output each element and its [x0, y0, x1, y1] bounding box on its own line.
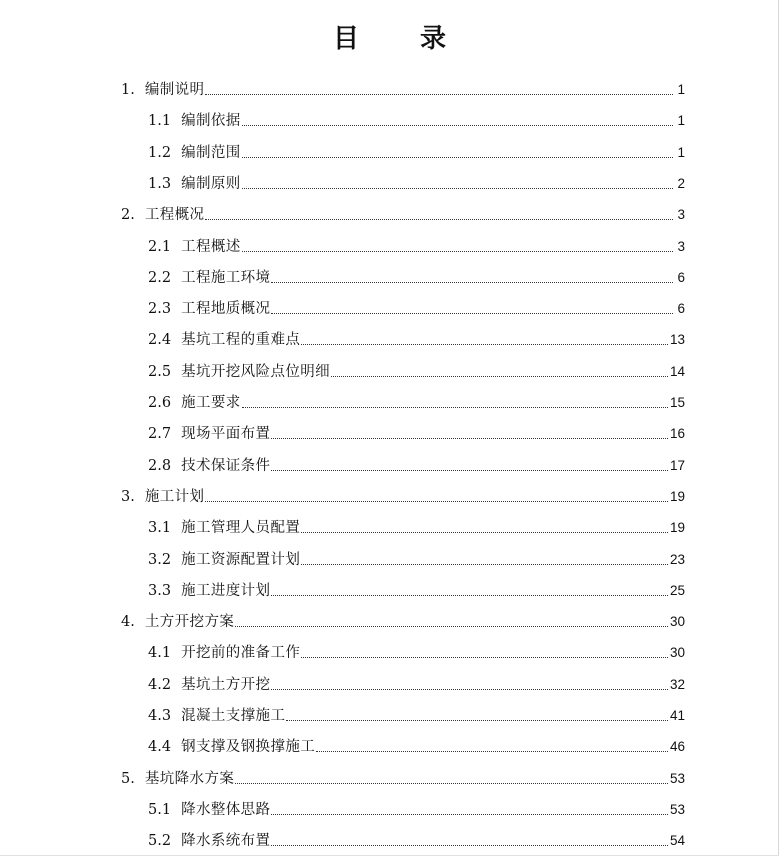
- toc-dot-leader: [331, 375, 668, 377]
- toc-entry-title: 技术保证条件: [181, 457, 271, 474]
- toc-dot-leader: [205, 218, 673, 220]
- toc-dot-leader: [316, 750, 668, 752]
- toc-entry-number: 3.3: [148, 582, 172, 599]
- toc-entry-title: 工程概述: [181, 238, 241, 255]
- toc-dot-leader: [301, 343, 668, 345]
- toc-dot-leader: [242, 187, 673, 189]
- toc-entry[interactable]: [148, 550, 685, 570]
- toc-dot-leader: [271, 813, 668, 815]
- toc-entry-page-number: 23: [669, 551, 685, 567]
- toc-dot-leader: [271, 469, 668, 471]
- toc-entry[interactable]: [148, 518, 685, 538]
- toc-entry-title: 现场平面布置: [181, 426, 271, 443]
- toc-entry-title: 开挖前的准备工作: [181, 645, 301, 662]
- toc-entry-number: 3.2: [148, 551, 172, 568]
- toc-entry[interactable]: [148, 268, 685, 288]
- toc-entry[interactable]: [148, 299, 685, 319]
- toc-entry-number: 5.: [121, 770, 135, 787]
- toc-entry[interactable]: [148, 737, 685, 757]
- toc-dot-leader: [235, 782, 668, 784]
- toc-entry-page-number: 6: [677, 269, 685, 285]
- toc-entry-title: 混凝土支撑施工: [181, 708, 286, 724]
- toc-entry[interactable]: [148, 111, 685, 131]
- toc-dot-leader: [271, 312, 673, 314]
- toc-entry-number: 4.1: [148, 645, 172, 662]
- toc-entry-title: 施工要求: [181, 395, 241, 411]
- toc-entry-title: 土方开挖方案: [144, 614, 235, 631]
- toc-entry-title: 基坑土方开挖: [181, 676, 271, 693]
- toc-entry-number: 2.5: [148, 363, 172, 380]
- toc-entry[interactable]: [121, 80, 685, 100]
- toc-entry[interactable]: [148, 174, 685, 194]
- toc-entry[interactable]: [148, 362, 685, 382]
- toc-entry-page-number: 3: [677, 238, 685, 254]
- toc-entry[interactable]: [148, 393, 685, 413]
- toc-entry-title: 基坑开挖风险点位明细: [181, 363, 331, 380]
- toc-entry-page-number: 1: [677, 82, 685, 97]
- toc-entry-number: 1.3: [148, 175, 172, 192]
- toc-entry-page-number: 53: [669, 801, 685, 817]
- toc-dot-leader: [242, 250, 673, 252]
- toc-entry-page-number: 30: [669, 614, 685, 630]
- toc-entry-title: 施工计划: [144, 488, 205, 505]
- toc-dot-leader: [205, 500, 668, 502]
- toc-entry-number: 2.7: [148, 426, 172, 443]
- toc-entry-number: 2.4: [148, 332, 172, 349]
- toc-entry-title: 施工资源配置计划: [181, 551, 301, 568]
- toc-entry-number: 1.: [121, 82, 135, 98]
- toc-entry-number: 2.2: [148, 269, 172, 286]
- toc-dot-leader: [301, 563, 668, 565]
- toc-entry[interactable]: [148, 330, 685, 350]
- toc-entry-title: 编制说明: [144, 82, 205, 98]
- toc-entry-title: 工程地质概况: [181, 301, 271, 318]
- toc-dot-leader: [205, 93, 673, 95]
- toc-dot-leader: [271, 281, 673, 283]
- toc-entry[interactable]: [121, 612, 685, 632]
- toc-entry-page-number: 16: [669, 426, 685, 442]
- toc-entry[interactable]: [148, 831, 685, 851]
- toc-entry-page-number: 30: [669, 645, 685, 661]
- toc-entry-number: 3.: [121, 488, 135, 505]
- toc-dot-leader: [242, 124, 673, 126]
- toc-entry[interactable]: [121, 205, 685, 225]
- toc-entry-number: 4.2: [148, 676, 172, 693]
- toc-entry-page-number: 3: [677, 207, 685, 223]
- toc-entry-title: 编制范围: [181, 144, 241, 161]
- toc-entry[interactable]: [148, 800, 685, 820]
- toc-entry[interactable]: [148, 143, 685, 163]
- toc-dot-leader: [301, 656, 668, 658]
- toc-entry-page-number: 17: [669, 457, 685, 473]
- toc-entry-number: 4.4: [148, 739, 172, 756]
- toc-entry-title: 编制依据: [181, 113, 241, 130]
- toc-entry[interactable]: [121, 487, 685, 507]
- toc-entry-number: 3.1: [148, 520, 172, 537]
- toc-dot-leader: [271, 594, 668, 596]
- toc-entry-page-number: 46: [669, 739, 685, 755]
- toc-entry-title: 基坑降水方案: [144, 770, 235, 787]
- toc-entry-page-number: 1: [677, 144, 685, 160]
- toc-entry[interactable]: [148, 675, 685, 695]
- toc-entry[interactable]: [148, 581, 685, 601]
- toc-entry-number: 1.2: [148, 144, 172, 161]
- toc-dot-leader: [235, 625, 668, 627]
- toc-entry[interactable]: [148, 237, 685, 257]
- toc-entry-page-number: 2: [677, 175, 685, 191]
- toc-entry-title: 施工管理人员配置: [181, 520, 301, 537]
- toc-entry-title: 工程概况: [144, 207, 205, 224]
- toc-entry-title: 基坑工程的重难点: [181, 332, 301, 349]
- toc-dot-leader: [242, 406, 668, 408]
- toc-entry[interactable]: [148, 643, 685, 663]
- toc-entry[interactable]: [148, 424, 685, 444]
- toc-entry-page-number: 53: [669, 770, 685, 786]
- toc-dot-leader: [301, 531, 668, 533]
- toc-entry-title: 降水系统布置: [181, 833, 271, 850]
- toc-entry-title: 降水整体思路: [181, 801, 271, 818]
- toc-entry[interactable]: [148, 456, 685, 476]
- toc-entry-title: 工程施工环境: [181, 269, 271, 286]
- toc-entry-number: 4.: [121, 614, 135, 631]
- toc-entry-page-number: 6: [677, 301, 685, 317]
- toc-entry-number: 2.1: [148, 238, 172, 255]
- toc-entry-number: 5.2: [148, 833, 172, 850]
- toc-entry-page-number: 32: [669, 676, 685, 692]
- toc-entry-page-number: 54: [669, 833, 685, 849]
- toc-entry-title: 施工进度计划: [181, 582, 271, 599]
- toc-entry[interactable]: [148, 706, 685, 726]
- toc-entry-number: 1.1: [148, 113, 172, 130]
- toc-entry-page-number: 25: [669, 582, 685, 598]
- toc-entry-number: 5.1: [148, 801, 172, 818]
- toc-entry-page-number: 1: [677, 113, 685, 129]
- toc-entry-page-number: 13: [669, 332, 685, 348]
- toc-dot-leader: [286, 719, 668, 721]
- toc-entry-number: 2.6: [148, 395, 172, 411]
- toc-entry-number: 2.8: [148, 457, 172, 474]
- toc-entry-title: 钢支撑及钢换撑施工: [181, 739, 316, 756]
- toc-entry-page-number: 41: [669, 708, 685, 723]
- toc-entry-number: 2.3: [148, 301, 172, 318]
- toc-dot-leader: [271, 437, 668, 439]
- toc-dot-leader: [242, 156, 673, 158]
- toc-entry-title: 编制原则: [181, 175, 241, 192]
- toc-entry-page-number: 19: [669, 488, 685, 504]
- toc-entry-page-number: 14: [669, 363, 685, 379]
- toc-dot-leader: [271, 844, 668, 846]
- toc-entry-page-number: 19: [669, 520, 685, 536]
- toc-entry-page-number: 15: [669, 395, 685, 410]
- toc-entry-number: 4.3: [148, 708, 172, 724]
- toc-dot-leader: [271, 688, 668, 690]
- toc-entry[interactable]: [121, 769, 685, 789]
- toc-title: 目 录: [332, 24, 473, 54]
- toc-entry-number: 2.: [121, 207, 135, 224]
